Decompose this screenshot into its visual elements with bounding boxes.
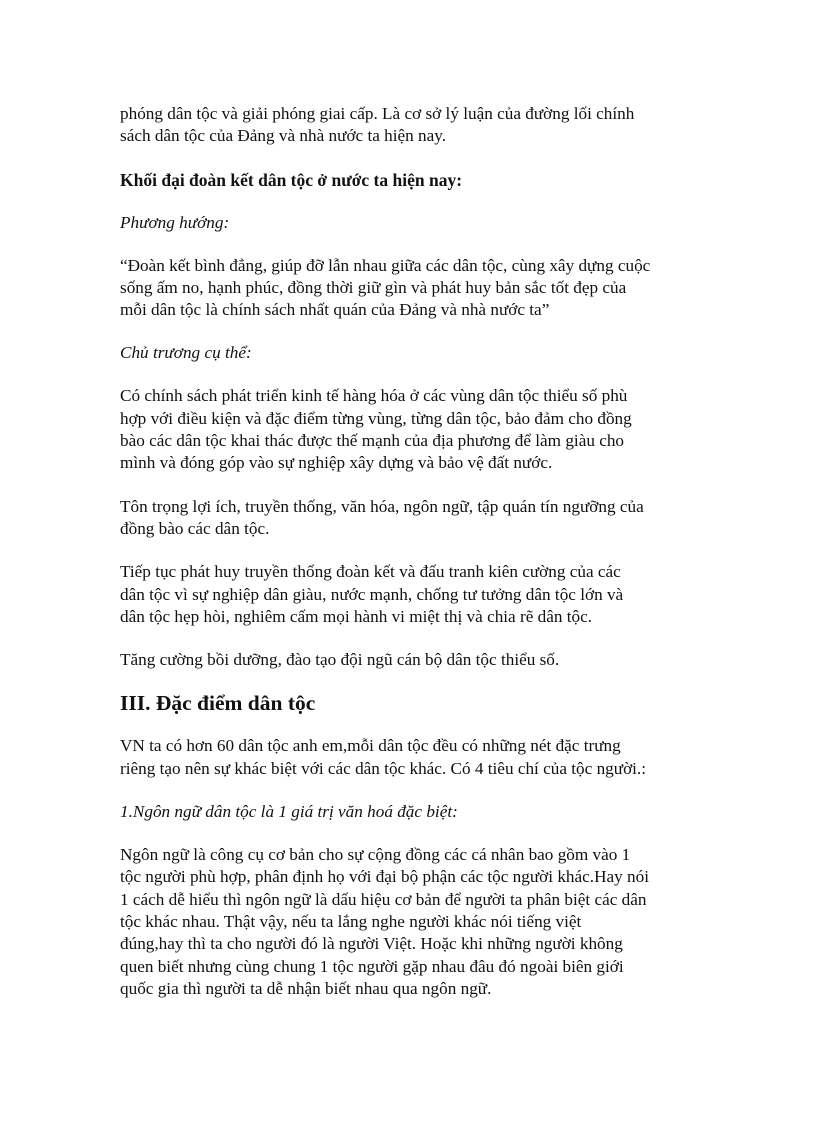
policy-label: Chủ trương cụ thể: — [120, 343, 252, 363]
text-line: hợp với điều kiện và đặc điểm từng vùng, từng dân tộc, bảo đảm cho đồng — [120, 408, 632, 428]
policy-paragraph-3 — [120, 561, 705, 628]
direction-label: Phương hướng: — [120, 212, 230, 232]
text-line: Tôn trọng lợi ích, truyền thống, văn hóa, ngôn ngữ, tập quán tín ngưỡng của — [120, 496, 644, 516]
intro-paragraph — [120, 103, 705, 148]
text-line: Tăng cường bồi dưỡng, đào tạo đội ngũ cán bộ dân tộc thiểu số. — [120, 650, 560, 670]
text-line: đúng,hay thì ta cho người đó là người Việt. Hoặc khi những người không — [120, 934, 623, 954]
document-page — [120, 103, 705, 1000]
text-line: Có chính sách phát triển kinh tế hàng hóa ở các vùng dân tộc thiểu số phù — [120, 386, 628, 406]
policy-paragraph-1 — [120, 385, 705, 474]
text-line: quốc gia thì người ta dễ nhận biết nhau qua ngôn ngữ. — [120, 978, 492, 998]
text-line: mình và đóng góp vào sự nghiệp xây dựng và bảo vệ đất nước. — [120, 453, 553, 473]
text-line: tộc người phù hợp, phân định họ với đại bộ phận các tộc người khác.Hay nói — [120, 867, 649, 887]
section-intro — [120, 735, 705, 780]
text-line: 1 cách dễ hiểu thì ngôn ngữ là dấu hiệu cơ bản để người ta phân biệt các dân — [120, 889, 647, 909]
text-line: quen biết nhưng cùng chung 1 tộc người gặp nhau đâu đó ngoài biên giới — [120, 956, 624, 976]
text-line: dân tộc hẹp hòi, nghiêm cấm mọi hành vi miệt thị và chia rẽ dân tộc. — [120, 606, 593, 626]
unity-heading: Khối đại đoàn kết dân tộc ở nước ta hiện nay: — [120, 169, 463, 190]
policy-paragraph-2 — [120, 496, 705, 541]
text-line: Ngôn ngữ là công cụ cơ bản cho sự cộng đồng các cá nhân bao gồm vào 1 — [120, 845, 631, 865]
direction-quote — [120, 255, 705, 322]
text-line: đồng bào các dân tộc. — [120, 518, 270, 538]
text-line: tộc khác nhau. Thật vậy, nếu ta lắng nghe người khác nói tiếng việt — [120, 911, 582, 931]
text-line: mỗi dân tộc là chính sách nhất quán của Đảng và nhà nước ta” — [120, 300, 550, 320]
text-line: riêng tạo nên sự khác biệt với các dân tộc khác. Có 4 tiêu chí của tộc người.: — [120, 758, 647, 778]
criterion-1-label: 1.Ngôn ngữ dân tộc là 1 giá trị văn hoá đặc biệt: — [120, 802, 458, 822]
text-line: phóng dân tộc và giải phóng giai cấp. Là cơ sở lý luận của đường lối chính — [120, 104, 635, 123]
text-line: dân tộc vì sự nghiệp dân giàu, nước mạnh, chống tư tưởng dân tộc lớn và — [120, 584, 624, 604]
text-line: sách dân tộc của Đảng và nhà nước ta hiện nay. — [120, 126, 447, 146]
policy-paragraph-4 — [120, 649, 705, 671]
criterion-1-body — [120, 844, 705, 1000]
text-line: Tiếp tục phát huy truyền thống đoàn kết và đấu tranh kiên cường của các — [120, 562, 621, 582]
text-line: VN ta có hơn 60 dân tộc anh em,mỗi dân tộc đều có những nét đặc trưng — [120, 736, 621, 756]
text-line: sống ấm no, hạnh phúc, đồng thời giữ gìn và phát huy bản sắc tốt đẹp của — [120, 277, 627, 297]
text-line: bào các dân tộc khai thác được thế mạnh của địa phương để làm giàu cho — [120, 431, 625, 451]
section-title: III. Đặc điểm dân tộc — [120, 691, 316, 716]
text-line: “Đoàn kết bình đẳng, giúp đỡ lẫn nhau giữa các dân tộc, cùng xây dựng cuộc — [120, 255, 651, 275]
